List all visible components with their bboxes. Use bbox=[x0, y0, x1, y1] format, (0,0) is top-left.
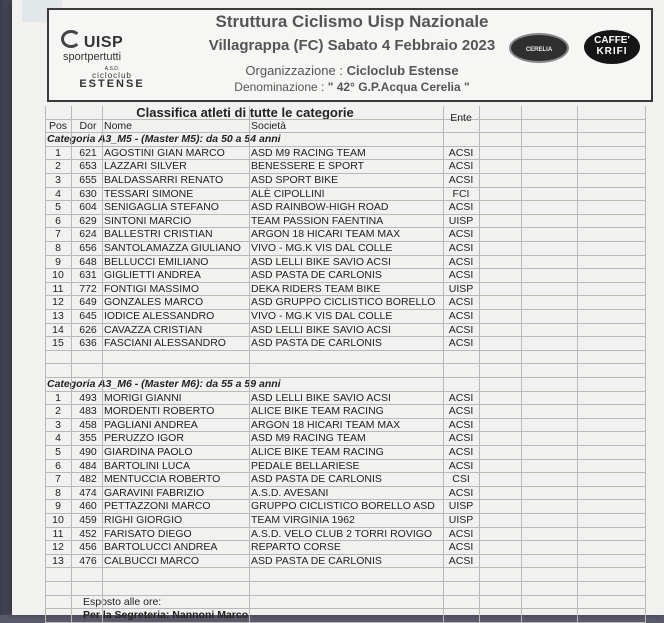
cell-societa: ALÈ CIPOLLINI bbox=[251, 187, 325, 200]
table-row bbox=[45, 215, 645, 229]
table-title-row bbox=[45, 106, 645, 124]
table-row bbox=[45, 541, 645, 555]
cell-nome: SINTONI MARCIO bbox=[104, 214, 192, 227]
cell-nome: FASCIANI ALESSANDRO bbox=[104, 337, 226, 350]
cell-ente: CSI bbox=[452, 473, 470, 486]
cell-ente: ACSI bbox=[448, 201, 474, 214]
grid-column-line bbox=[479, 106, 480, 623]
cell-societa: ARGON 18 HICARI TEAM MAX bbox=[251, 228, 401, 241]
column-header-ente: Ente bbox=[450, 112, 472, 124]
cell-nome: GIGLIETTI ANDREA bbox=[104, 269, 201, 282]
cell-societa: PEDALE BELLARIESE bbox=[251, 459, 360, 472]
cell-pos: 8 bbox=[55, 486, 61, 499]
cell-pos: 15 bbox=[52, 337, 64, 350]
table-row bbox=[45, 188, 645, 202]
table-row bbox=[45, 460, 645, 474]
cell-societa: TEAM PASSION FAENTINA bbox=[251, 214, 384, 227]
table-row bbox=[45, 528, 645, 542]
cell-nome: RIGHI GIORGIO bbox=[104, 514, 183, 526]
cell-ente: ACSI bbox=[448, 486, 474, 499]
cell-ente: ACSI bbox=[448, 323, 474, 336]
grid-column-line bbox=[71, 106, 72, 623]
cell-pos: 5 bbox=[55, 201, 61, 214]
cell-nome: GIARDINA PAOLO bbox=[104, 446, 193, 458]
grid-column-line bbox=[577, 106, 578, 623]
cell-pos: 2 bbox=[55, 405, 61, 418]
cell-dor: 456 bbox=[79, 541, 97, 554]
krifi-logo-top: CAFFE' bbox=[594, 35, 630, 46]
cell-societa: ALICE BIKE TEAM RACING bbox=[251, 405, 384, 418]
cell-pos: 6 bbox=[55, 459, 61, 472]
grid-column-line bbox=[45, 106, 46, 623]
cell-pos: 14 bbox=[52, 323, 64, 336]
cell-dor: 648 bbox=[79, 255, 97, 268]
cell-dor: 493 bbox=[79, 391, 97, 404]
cell-ente: ACSI bbox=[448, 310, 474, 322]
uisp-logo-subtitle: sportpertutti bbox=[62, 51, 122, 63]
column-header-dor: Dor bbox=[79, 119, 97, 132]
cell-societa: BENESSERE E SPORT bbox=[251, 160, 365, 173]
cell-pos: 1 bbox=[55, 146, 61, 159]
cell-nome: PAGLIANI ANDREA bbox=[104, 418, 198, 431]
cell-nome: BELLUCCI EMILIANO bbox=[104, 255, 209, 268]
cell-pos: 3 bbox=[55, 418, 61, 431]
cell-dor: 629 bbox=[79, 214, 97, 227]
organization-label: Organizzazione : bbox=[245, 63, 343, 78]
cell-societa: ASD SPORT BIKE bbox=[251, 174, 339, 186]
cell-dor: 482 bbox=[79, 473, 97, 486]
cell-pos: 10 bbox=[52, 269, 64, 282]
cell-societa: ASD PASTA DE CARLONIS bbox=[251, 269, 382, 282]
table-row bbox=[45, 174, 645, 188]
denomination-label: Denominazione : bbox=[234, 80, 325, 94]
uisp-logo bbox=[37, 30, 147, 63]
cell-pos: 8 bbox=[55, 242, 61, 254]
cell-ente: ACSI bbox=[448, 228, 474, 241]
cell-societa: ASD M9 RACING TEAM bbox=[251, 146, 366, 159]
column-header-pos: Pos bbox=[48, 119, 68, 132]
column-header-societa: Società bbox=[251, 119, 287, 132]
table-row bbox=[45, 324, 645, 338]
cell-nome: GONZALES MARCO bbox=[104, 296, 204, 309]
table-row bbox=[45, 555, 645, 569]
uisp-logo-text: UISP bbox=[83, 34, 124, 51]
cell-societa: ASD RAINBOW-HIGH ROAD bbox=[251, 201, 389, 214]
cell-dor: 621 bbox=[79, 146, 97, 159]
cell-ente: ACSI bbox=[448, 174, 474, 186]
cerelia-logo: CERELIA bbox=[509, 33, 569, 63]
denomination-line bbox=[192, 80, 512, 94]
cell-pos: 6 bbox=[55, 214, 61, 227]
cell-ente: UISP bbox=[448, 500, 474, 513]
cell-nome: GARAVINI FABRIZIO bbox=[104, 486, 205, 499]
cell-dor: 474 bbox=[79, 486, 97, 499]
cell-ente: ACSI bbox=[448, 541, 474, 554]
cell-nome: MENTUCCIA ROBERTO bbox=[104, 473, 221, 486]
table-title: Classifica atleti di tutte le categorie bbox=[136, 106, 354, 119]
cell-pos: 9 bbox=[55, 500, 61, 513]
secretary-label: Per la Segreteria: Nannoni Marco bbox=[83, 609, 249, 622]
cell-ente: ACSI bbox=[448, 296, 474, 309]
grid-column-line bbox=[443, 106, 444, 623]
page-title: Struttura Ciclismo Uisp Nazionale bbox=[215, 12, 489, 31]
estense-logo-asd: A.S.D. bbox=[104, 66, 120, 72]
cell-pos: 3 bbox=[55, 174, 61, 186]
cell-nome: SENIGAGLIA STEFANO bbox=[104, 201, 219, 214]
cell-dor: 452 bbox=[79, 527, 97, 540]
cell-societa: ASD PASTA DE CARLONIS bbox=[251, 554, 382, 567]
table-row bbox=[45, 283, 645, 297]
cell-societa: ALICE BIKE TEAM RACING bbox=[251, 446, 384, 458]
cell-nome: BARTOLINI LUCA bbox=[104, 459, 190, 472]
cell-ente: ACSI bbox=[448, 446, 474, 458]
table-row bbox=[45, 500, 645, 514]
cell-ente: ACSI bbox=[448, 405, 474, 418]
cell-ente: ACSI bbox=[448, 432, 474, 445]
cell-dor: 460 bbox=[79, 500, 97, 513]
cell-pos: 5 bbox=[55, 446, 61, 458]
cell-societa: VIVO - MG.K VIS DAL COLLE bbox=[251, 310, 393, 322]
cell-societa: ASD LELLI BIKE SAVIO ACSI bbox=[251, 323, 391, 336]
cell-pos: 4 bbox=[55, 432, 61, 445]
cell-dor: 483 bbox=[79, 405, 97, 418]
cell-dor: 636 bbox=[79, 337, 97, 350]
column-header-nome: Nome bbox=[104, 119, 133, 132]
table-row bbox=[45, 310, 645, 324]
cell-dor: 630 bbox=[79, 187, 97, 200]
cell-nome: SANTOLAMAZZA GIULIANO bbox=[104, 242, 241, 254]
cell-ente: ACSI bbox=[448, 391, 474, 404]
cell-dor: 645 bbox=[79, 310, 97, 322]
organization-line bbox=[192, 63, 512, 78]
cell-ente: ACSI bbox=[448, 160, 474, 173]
grid-column-line bbox=[102, 106, 103, 623]
cell-pos: 12 bbox=[52, 296, 64, 309]
cell-ente: ACSI bbox=[448, 269, 474, 282]
grid-column-line bbox=[249, 106, 250, 623]
category-label: Categoria A3_M6 - (Master M6): da 55 a 59 anni bbox=[47, 378, 281, 390]
cell-dor: 653 bbox=[79, 160, 97, 173]
cell-dor: 458 bbox=[79, 418, 97, 431]
cell-societa: ASD LELLI BIKE SAVIO ACSI bbox=[251, 391, 391, 404]
cell-ente: ACSI bbox=[448, 255, 474, 268]
cell-dor: 484 bbox=[79, 459, 97, 472]
cell-societa: ARGON 18 HICARI TEAM MAX bbox=[251, 418, 401, 431]
estense-logo-name: ESTENSE bbox=[79, 78, 145, 90]
cell-pos: 2 bbox=[55, 160, 61, 173]
cell-societa: DEKA RIDERS TEAM BIKE bbox=[251, 282, 381, 295]
table-row bbox=[45, 392, 645, 406]
cell-nome: BALLESTRI CRISTIAN bbox=[104, 228, 213, 241]
cell-ente: ACSI bbox=[448, 337, 474, 350]
cell-pos: 11 bbox=[52, 282, 64, 295]
uisp-swirl-icon bbox=[61, 30, 81, 48]
cell-pos: 13 bbox=[52, 310, 64, 322]
cell-societa: VIVO - MG.K VIS DAL COLLE bbox=[251, 242, 393, 254]
cell-nome: FONTIGI MASSIMO bbox=[104, 282, 200, 295]
cell-ente: ACSI bbox=[448, 146, 474, 159]
cell-dor: 604 bbox=[79, 201, 97, 214]
cell-pos: 10 bbox=[52, 514, 64, 526]
event-line: Villagrappa (FC) Sabato 4 Febbraio 2023 bbox=[208, 37, 496, 54]
cell-pos: 9 bbox=[55, 255, 61, 268]
cell-societa: REPARTO CORSE bbox=[251, 541, 341, 554]
cell-ente: FCI bbox=[452, 187, 470, 200]
category-label: Categoria A3_M5 - (Master M5): da 50 a 54 anni bbox=[47, 133, 281, 146]
cell-dor: 649 bbox=[79, 296, 97, 309]
category-row bbox=[45, 133, 645, 147]
cell-dor: 624 bbox=[79, 228, 97, 241]
krifi-logo-bottom: KRIFI bbox=[596, 46, 628, 57]
cell-pos: 7 bbox=[55, 228, 61, 241]
cell-nome: FARISATO DIEGO bbox=[104, 527, 192, 540]
table-row bbox=[45, 242, 645, 256]
cell-ente: UISP bbox=[448, 282, 474, 295]
cell-nome: PERUZZO IGOR bbox=[104, 432, 184, 445]
cell-societa: A.S.D. VELO CLUB 2 TORRI ROVIGO bbox=[251, 527, 433, 540]
cell-nome: BARTOLUCCI ANDREA bbox=[104, 541, 218, 554]
table-row bbox=[45, 269, 645, 283]
table-row bbox=[45, 201, 645, 215]
cell-pos: 11 bbox=[52, 527, 64, 540]
empty-row bbox=[45, 351, 645, 365]
table-row bbox=[45, 228, 645, 242]
cell-nome: CALBUCCI MARCO bbox=[104, 554, 200, 567]
cell-nome: LAZZARI SILVER bbox=[104, 160, 187, 173]
grid-column-line bbox=[645, 106, 646, 623]
empty-row bbox=[45, 568, 645, 582]
cell-dor: 626 bbox=[79, 323, 97, 336]
cell-nome: CAVAZZA CRISTIAN bbox=[104, 323, 203, 336]
cell-societa: ASD GRUPPO CICLISTICO BORELLO bbox=[251, 296, 436, 309]
cell-nome: PETTAZZONI MARCO bbox=[104, 500, 211, 513]
cell-dor: 476 bbox=[79, 554, 97, 567]
cell-ente: ACSI bbox=[448, 459, 474, 472]
cell-pos: 4 bbox=[55, 187, 61, 200]
cell-societa: GRUPPO CICLISTICO BORELLO ASD bbox=[251, 500, 435, 513]
cell-nome: AGOSTINI GIAN MARCO bbox=[104, 146, 225, 159]
cell-ente: ACSI bbox=[448, 554, 474, 567]
cell-nome: BALDASSARRI RENATO bbox=[104, 174, 224, 186]
cell-societa: ASD PASTA DE CARLONIS bbox=[251, 337, 382, 350]
table-row bbox=[45, 405, 645, 419]
cell-societa: ASD LELLI BIKE SAVIO ACSI bbox=[251, 255, 391, 268]
estense-logo-club: cicloclub bbox=[92, 71, 132, 80]
cell-pos: 12 bbox=[52, 541, 64, 554]
cell-societa: TEAM VIRGINIA 1962 bbox=[251, 514, 355, 526]
denomination-value: " 42° G.P.Acqua Cerelia " bbox=[327, 80, 470, 94]
cell-pos: 1 bbox=[55, 391, 61, 404]
table-row bbox=[45, 514, 645, 528]
cell-nome: MORDENTI ROBERTO bbox=[104, 405, 215, 418]
cell-ente: ACSI bbox=[448, 242, 474, 254]
table-row bbox=[45, 256, 645, 270]
cell-nome: IODICE ALESSANDRO bbox=[104, 310, 215, 322]
cell-ente: UISP bbox=[448, 214, 474, 227]
cell-dor: 631 bbox=[79, 269, 97, 282]
footer-row bbox=[45, 609, 645, 623]
estense-logo bbox=[64, 66, 160, 90]
table-row bbox=[45, 419, 645, 433]
table-row bbox=[45, 296, 645, 310]
cell-dor: 355 bbox=[79, 432, 97, 445]
cell-nome: TESSARI SIMONE bbox=[104, 187, 194, 200]
cell-dor: 490 bbox=[79, 446, 97, 458]
table-row bbox=[45, 147, 645, 161]
cell-ente: UISP bbox=[448, 514, 474, 526]
cell-dor: 459 bbox=[79, 514, 97, 526]
krifi-logo bbox=[584, 30, 640, 64]
cell-dor: 656 bbox=[79, 242, 97, 254]
footer-row bbox=[45, 596, 645, 610]
cell-ente: ACSI bbox=[448, 418, 474, 431]
organization-value: Cicloclub Estense bbox=[346, 63, 459, 78]
cell-pos: 13 bbox=[52, 554, 64, 567]
table-row bbox=[45, 337, 645, 351]
cell-pos: 7 bbox=[55, 473, 61, 486]
cell-societa: ASD M9 RACING TEAM bbox=[251, 432, 366, 445]
cell-nome: MORIGI GIANNI bbox=[104, 391, 182, 404]
table-row bbox=[45, 487, 645, 501]
grid-column-line bbox=[521, 106, 522, 623]
cell-societa: A.S.D. AVESANI bbox=[251, 486, 329, 499]
category-row bbox=[45, 378, 645, 392]
posted-label: Esposto alle ore: bbox=[83, 595, 162, 608]
table-row bbox=[45, 446, 645, 460]
cell-dor: 772 bbox=[79, 282, 97, 295]
cell-societa: ASD PASTA DE CARLONIS bbox=[251, 473, 382, 486]
table-row bbox=[45, 473, 645, 487]
cell-dor: 655 bbox=[79, 174, 97, 186]
table-row bbox=[45, 160, 645, 174]
empty-row bbox=[45, 582, 645, 596]
column-header-row bbox=[45, 120, 645, 134]
table-row bbox=[45, 432, 645, 446]
empty-row bbox=[45, 364, 645, 378]
cell-ente: ACSI bbox=[448, 527, 474, 540]
